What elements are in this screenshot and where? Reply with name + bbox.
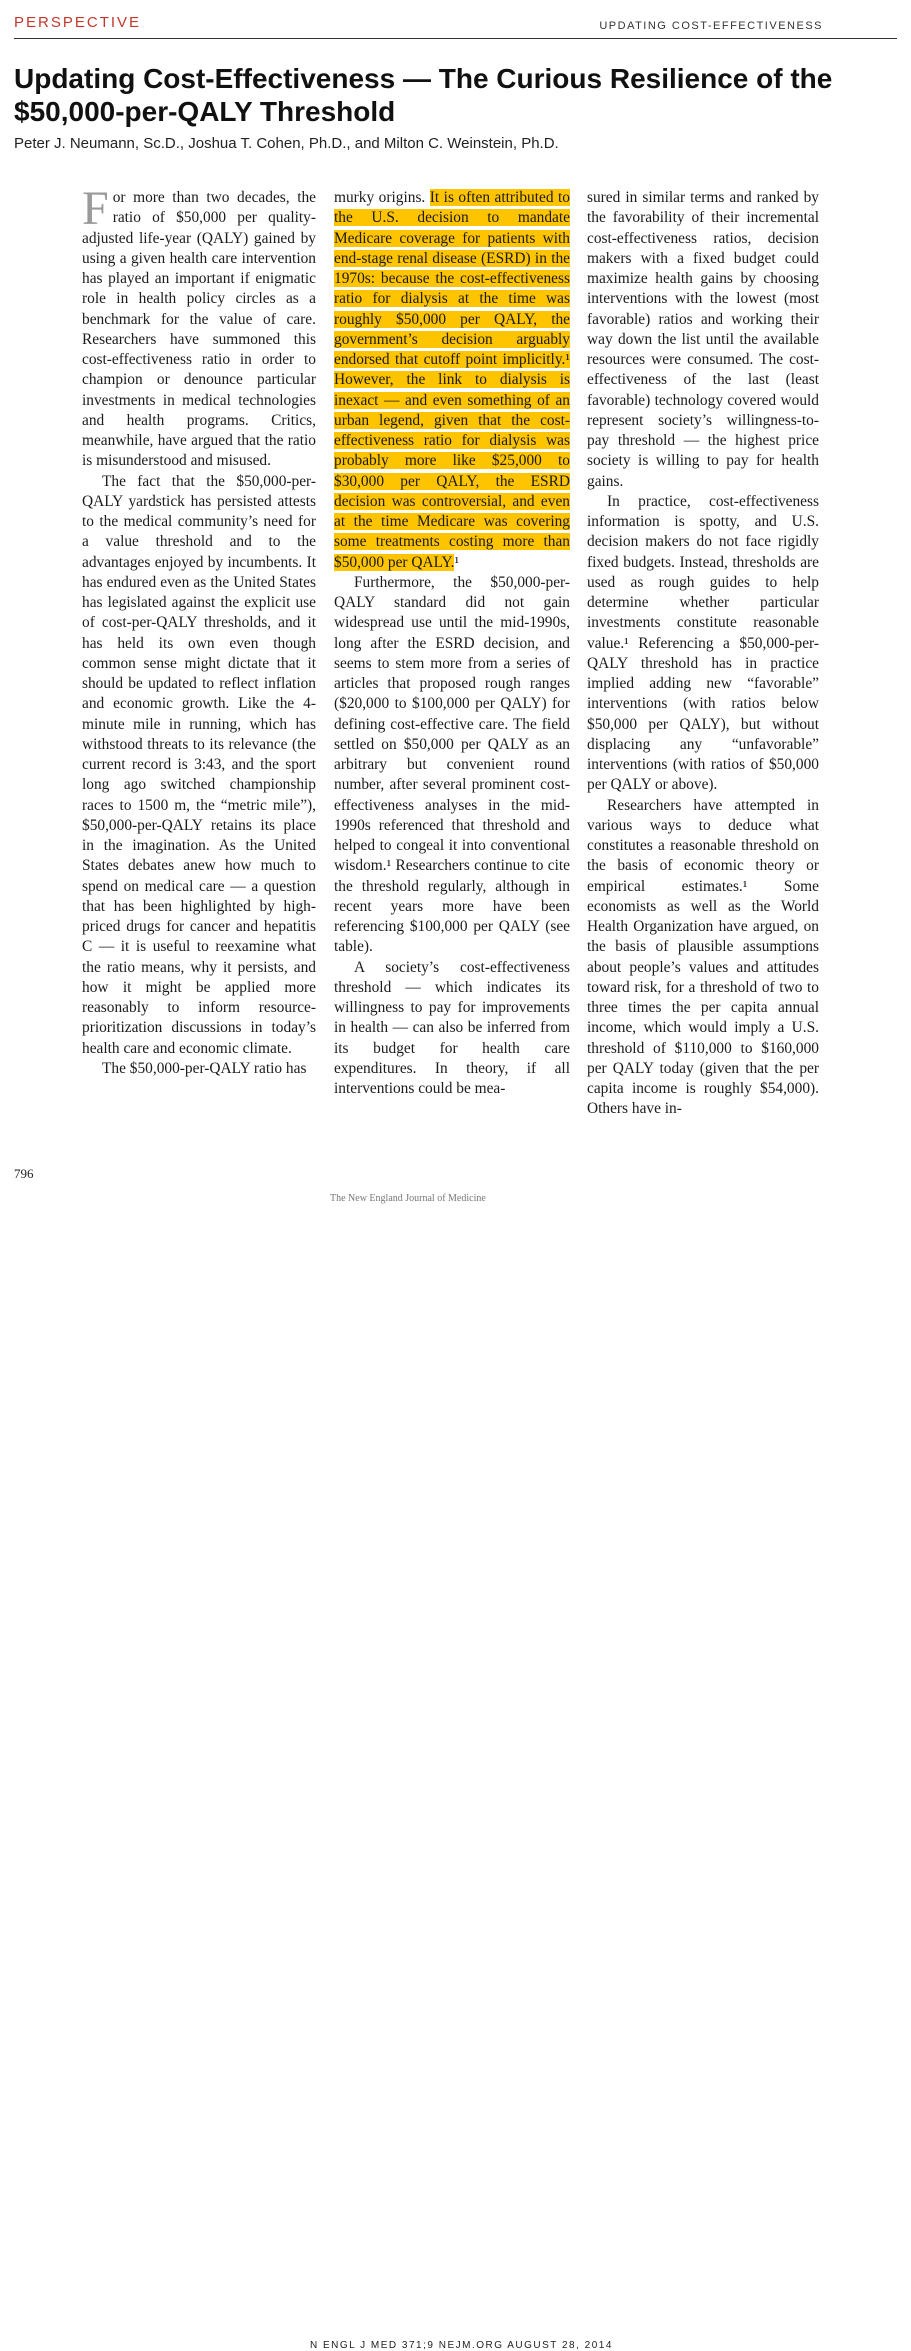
body-column-2 bbox=[334, 188, 570, 1099]
paragraph: A society’s cost-effectiveness threshold — which indicates its willingness to pay for improvements in health — can also be inferred from its budget for health care expenditures. In theory, if all interventions could be mea- bbox=[334, 958, 570, 1097]
highlighted-passage[interactable]: It is often attributed to the U.S. decision to mandate Medicare coverage for patients with end-stage renal disease (ESRD) in the 1970s: because the cost-effectiveness ratio for dialysis at the time was roughly $50,000 per QALY, the government’s decision arguably endorsed that cutoff point implicitly.¹ However, the link to dialysis is inexact — and even something of an urban legend, given that the cost-effectiveness ratio for dialysis was probably more like $25,000 to $30,000 per QALY, the ESRD decision was controversial, and even at the time Medicare was covering some treatments costing more than $50,000 per QALY. bbox=[334, 189, 570, 571]
paragraph: The fact that the $50,000-per-QALY yardstick has persisted attests to the medical community’s need for a value threshold and to the advantages enjoyed by incumbents. It has endured even as the United States has legislated against the explicit use of cost-per-QALY thresholds, and it has held its own even though common sense might dictate that it should be updated to reflect inflation and economic growth. Like the 4-minute mile in running, which has withstood threats to its relevance (the current record is 3:43, and the sport long ago switched championship races to 1500 m, the “metric mile”), $50,000-per-QALY retains its place in the imagination. As the United States debates anew how much to spend on medical care — a question that has been highlighted by high-priced drugs for cancer and hepatitis C — it is useful to reexamine what the ratio means, why it persists, and how it might be applied more reasonably to inform resource-prioritization discussions in today’s health care and economic climate. bbox=[82, 472, 316, 1057]
body-column-3 bbox=[587, 188, 819, 1120]
header-rule bbox=[14, 38, 897, 39]
running-head: UPDATING COST-EFFECTIVENESS bbox=[599, 20, 823, 32]
paragraph-text: or more than two decades, the ratio of $50,000 per quality-adjusted life-year (QALY) gained by using a given health care intervention has played an important if enigmatic role in health policy circles as a benchmark for the value of care. Researchers have summoned this cost-effectiveness ratio in order to champion or denounce particular investments in medical technologies and health programs. Critics, meanwhile, have argued that the ratio is misunderstood and misused. bbox=[82, 189, 316, 470]
paragraph-text: murky origins. bbox=[334, 189, 430, 206]
article-title: Updating Cost-Effectiveness — The Curious Resilience of the $50,000-per-QALY Threshold bbox=[14, 63, 833, 127]
section-kicker: PERSPECTIVE bbox=[14, 14, 142, 31]
drop-cap: F bbox=[82, 182, 109, 235]
page-number: 796 bbox=[14, 1166, 34, 1181]
footnote-marker: ¹ bbox=[454, 553, 460, 571]
paragraph: Researchers have attempted in various ways to deduce what constitutes a reasonable threshold on the basis of economic theory or empirical estimates.¹ Some economists as well as the World Health Organization have argued, on the basis of plausible assumptions about people’s values and attitudes toward risk, for a threshold of two to three times the per capita annual income, which would imply a U.S. threshold of $110,000 to $160,000 per QALY today (given that the per capita income is roughly $54,000). Others have in- bbox=[587, 796, 819, 1118]
paragraph: The $50,000-per-QALY ratio has bbox=[102, 1059, 307, 1077]
journal-citation: N ENGL J MED 371;9 NEJM.ORG AUGUST 28, 2014 bbox=[310, 2340, 613, 2351]
body-column-1 bbox=[82, 182, 316, 1079]
paragraph: sured in similar terms and ranked by the favorability of their incremental cost-effectiveness ratios, decision makers with a fixed budget could maximize health gains by choosing interventions with the lowest (most favorable) ratios and working their way down the list until the available resources were consumed. The cost-effectiveness of the last (least favorable) technology covered would represent society’s willingness-to-pay threshold — the highest price society is willing to pay for health gains. bbox=[587, 189, 819, 490]
paragraph: Furthermore, the $50,000-per-QALY standard did not gain widespread use until the mid-1990s, long after the ESRD decision, and seems to stem more from a series of articles that proposed rough ranges ($20,000 to $100,000 per QALY) for defining cost-effective care. The field settled on $50,000 per QALY as an arbitrary but convenient round number, after several prominent cost-effectiveness analyses in the mid-1990s referenced that threshold and helped to congeal it into conventional wisdom.¹ Researchers continue to cite the threshold regularly, although in recent years more have been referencing $100,000 per QALY (see table). bbox=[334, 573, 570, 956]
article-authors: Peter J. Neumann, Sc.D., Joshua T. Cohen, Ph.D., and Milton C. Weinstein, Ph.D. bbox=[14, 135, 559, 152]
paragraph: In practice, cost-effectiveness information is spotty, and U.S. decision makers do not face rigidly fixed budgets. Instead, thresholds are used as rough guides to help determine whether particular investments constitute reasonable value.¹ Referencing a $50,000-per-QALY threshold has in practice implied adding new “favorable” interventions (with ratios below $50,000 per QALY), but without displacing any “unfavorable” interventions (with ratios of $50,000 per QALY or above). bbox=[587, 492, 819, 794]
paragraph bbox=[82, 182, 316, 472]
paragraph bbox=[334, 188, 570, 573]
source-line: The New England Journal of Medicine bbox=[330, 1193, 486, 1204]
